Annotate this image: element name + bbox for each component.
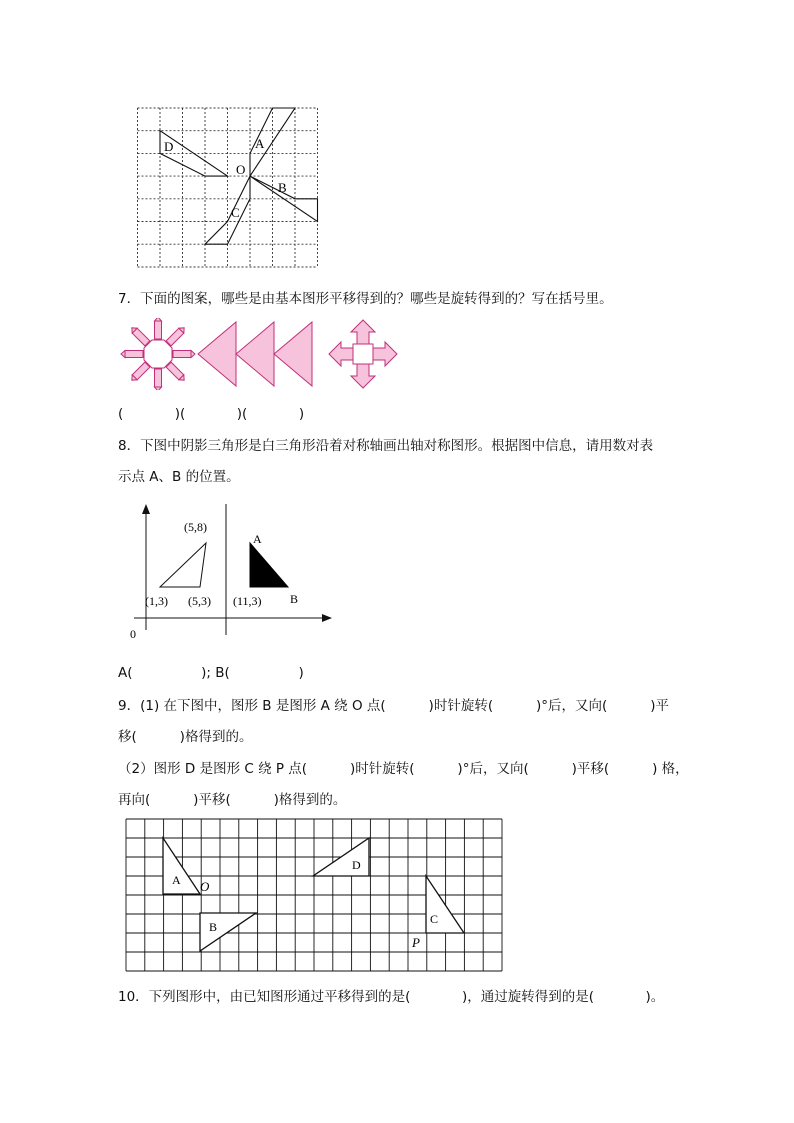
q9-line3: （2）图形 D 是图形 C 绕 P 点( )时针旋转( )°后，又向( )平移( ) 格，: [118, 761, 689, 777]
label-o9: O: [200, 879, 210, 894]
coord-right-bottom: (11,3): [233, 594, 262, 608]
label-b9: B: [209, 920, 218, 934]
q7-answers[interactable]: ( )( )( ): [118, 406, 305, 422]
label-c: C: [231, 205, 240, 220]
q9-line4: 再向( )平移( )格得到的。: [118, 792, 347, 808]
flower-pattern: [121, 318, 195, 390]
coord-mid-bottom: (5,3): [188, 594, 211, 608]
label-a: A: [255, 136, 265, 151]
arrows-pattern: [329, 320, 397, 388]
triangles-pattern: [198, 322, 312, 386]
q10-text: 10．下列图形中，由已知图形通过平移得到的是( )，通过旋转得到的是( )。: [118, 989, 665, 1005]
translation-grid-figure: [124, 817, 504, 975]
q9-line2: 移( )格得到的。: [118, 729, 253, 745]
label-c9: C: [430, 912, 439, 926]
shape-a9: [163, 838, 200, 894]
coord-top: (5,8): [184, 520, 207, 534]
q8-answer[interactable]: A( ); B( ): [118, 665, 304, 681]
q9-line1: 9．(1) 在下图中，图形 B 是图形 A 绕 O 点( )时针旋转( )°后，又向( )平: [118, 698, 669, 714]
label-p9: P: [412, 935, 420, 950]
label-o: O: [236, 162, 246, 177]
q7-text: 7．下面的图案，哪些是由基本图形平移得到的？哪些是旋转得到的？写在括号里。: [118, 291, 613, 307]
coord-left-bottom: (1,3): [145, 594, 168, 608]
label-d9: D: [352, 858, 361, 872]
origin-label: 0: [130, 627, 136, 641]
point-b-label: B: [290, 592, 299, 606]
rotation-grid-figure: [130, 100, 330, 275]
q8-line2: 示点 A、B 的位置。: [118, 469, 240, 485]
label-d: D: [164, 139, 174, 154]
symmetry-figure: [120, 500, 340, 648]
point-a-label: A: [253, 532, 262, 546]
label-a9: A: [172, 873, 181, 887]
label-b: B: [278, 180, 287, 195]
q8-line1: 8．下图中阴影三角形是白三角形沿着对称轴画出轴对称图形。根据图中信息，请用数对表: [118, 438, 654, 454]
q7-patterns: [118, 318, 408, 390]
